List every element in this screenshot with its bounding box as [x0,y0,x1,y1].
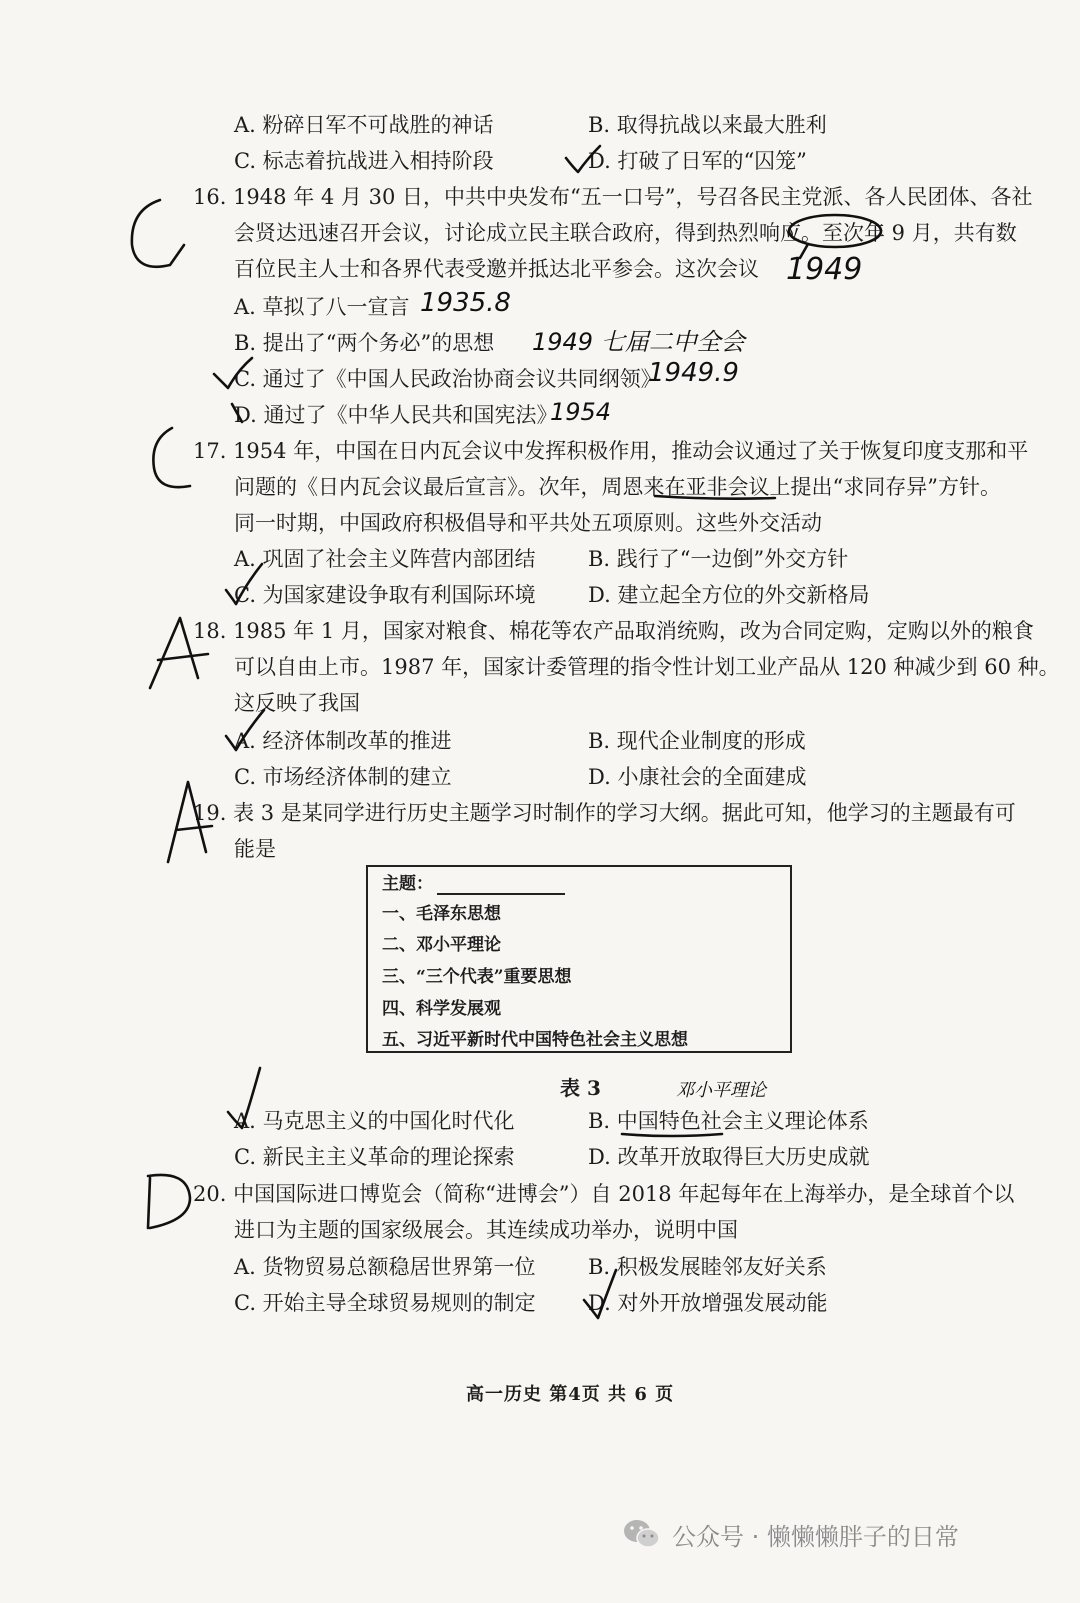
outline-row: 四、科学发展观 [382,999,501,1019]
q17-stem-line2: 问题的《日内瓦会议最后宣言》。次年，周恩来在亚非会议上提出“求同存异”方针。 [234,475,1001,499]
q20-option-a: A. 货物贸易总额稳居世界第一位 [234,1255,536,1279]
q16-option-a: A. 草拟了八一宣言 [234,295,410,319]
q17-stem-line1: 17. 1954 年，中国在日内瓦会议中发挥积极作用，推动会议通过了关于恢复印度支那和平 [193,439,1029,463]
q20-stem-line2: 进口为主题的国家级展会。其连续成功举办，说明中国 [234,1218,738,1242]
q18-stem-line1: 18. 1985 年 1 月，国家对粮食、棉花等农产品取消统购，改为合同定购，定购以外的粮食 [193,619,1034,643]
q15-option-a: A. 粉碎日军不可战胜的神话 [234,113,494,137]
watermark [622,1514,959,1554]
table-caption: 表 3 [560,1076,601,1100]
q19-option-b: B. 中国特色社会主义理论体系 [588,1109,869,1133]
q19-stem-line2: 能是 [234,837,276,861]
outline-title-label: 主题： [382,874,433,894]
watermark-text: 公众号 · 懒懒懒胖子的日常 [672,1522,959,1551]
answer-mark-q16 [132,200,184,267]
outline-row: 一、毛泽东思想 [382,904,501,924]
handwritten-note-d: 1954 [550,398,612,426]
outline-row: 三、“三个代表”重要思想 [382,967,572,987]
q18-option-c: C. 市场经济体制的建立 [234,765,452,789]
q15-option-b: B. 取得抗战以来最大胜利 [588,113,827,137]
handwritten-note-1949: 1949 [786,252,863,287]
answer-mark-q17 [153,428,190,487]
q19-option-c: C. 新民主主义革命的理论探索 [234,1145,515,1169]
q18-option-d: D. 小康社会的全面建成 [588,765,807,789]
handwritten-note-19b: 邓小平理论 [676,1080,766,1101]
q20-option-d: D. 对外开放增强发展动能 [588,1291,828,1315]
page-footer: 高一历史 第4页 共 6 页 [466,1384,675,1405]
outline-table [366,865,792,1053]
q19-option-d: D. 改革开放取得巨大历史成就 [588,1145,870,1169]
q18-option-a: A. 经济体制改革的推进 [234,729,452,753]
q20-stem-line1: 20. 中国国际进口博览会（简称“进博会”）自 2018 年起每年在上海举办，是全球首个以 [193,1182,1015,1206]
answer-mark-q20 [148,1175,190,1228]
q20-option-b: B. 积极发展睦邻友好关系 [588,1255,827,1279]
wechat-icon [622,1517,662,1551]
handwritten-note-c: 1949.9 [648,358,739,388]
q20-option-c: C. 开始主导全球贸易规则的制定 [234,1291,536,1315]
q19-option-a: A. 马克思主义的中国化时代化 [234,1109,515,1133]
outline-table-title [382,873,565,895]
topic-blank [437,875,565,895]
q15-option-c: C. 标志着抗战进入相持阶段 [234,149,494,173]
q19-stem-line1: 19. 表 3 是某同学进行历史主题学习时制作的学习大纲。据此可知，他学习的主题最有可 [193,801,1016,825]
handwritten-note-a: 1935.8 [420,288,511,318]
outline-row: 五、习近平新时代中国特色社会主义思想 [382,1030,688,1050]
q17-option-d: D. 建立起全方位的外交新格局 [588,583,870,607]
q16-option-d: D. 通过了《中华人民共和国宪法》 [234,403,558,427]
q17-stem-line3: 同一时期，中国政府积极倡导和平共处五项原则。这些外交活动 [234,511,822,535]
q16-stem-line3: 百位民主人士和各界代表受邀并抵达北平参会。这次会议 [234,257,759,281]
q18-option-b: B. 现代企业制度的形成 [588,729,806,753]
handwritten-note-b: 1949 七届二中全会 [532,328,745,356]
q18-stem-line3: 这反映了我国 [234,691,360,715]
q17-option-a: A. 巩固了社会主义阵营内部团结 [234,547,536,571]
q16-stem-line1: 16. 1948 年 4 月 30 日，中共中央发布“五一口号”，号召各民主党派、各人民团体、各社 [193,185,1033,209]
q18-stem-line2: 可以自由上市。1987 年，国家计委管理的指令性计划工业产品从 120 种减少到 60 种。 [234,655,1060,679]
q16-option-c: C. 通过了《中国人民政治协商会议共同纲领》 [234,367,662,391]
q17-option-b: B. 践行了“一边倒”外交方针 [588,547,849,571]
q15-option-d: D. 打破了日军的“囚笼” [588,149,807,173]
q16-option-b: B. 提出了“两个务必”的思想 [234,331,495,355]
q16-stem-line2: 会贤达迅速召开会议，讨论成立民主联合政府，得到热烈响应。至次年 9 月，共有数 [234,221,1017,245]
q17-option-c: C. 为国家建设争取有利国际环境 [234,583,536,607]
underline-q19 [622,1134,722,1136]
outline-row: 二、邓小平理论 [382,935,501,955]
